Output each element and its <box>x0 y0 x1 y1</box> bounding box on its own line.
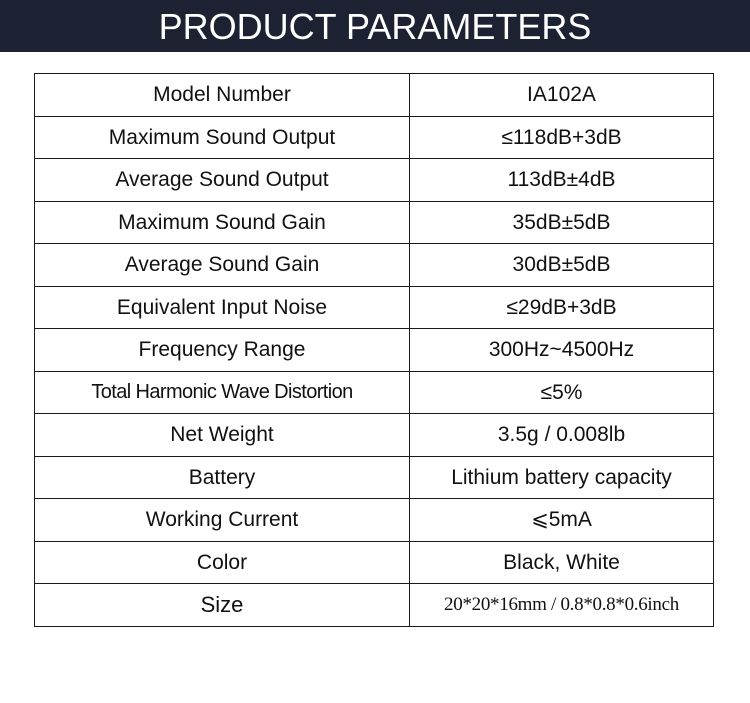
parameter-value: ≤29dB+3dB <box>410 286 714 329</box>
table-row <box>35 584 714 627</box>
parameter-label: Maximum Sound Gain <box>35 201 410 244</box>
parameter-value: ≤118dB+3dB <box>410 116 714 159</box>
table-row <box>35 201 714 244</box>
parameter-label: Battery <box>35 456 410 499</box>
parameter-label: Equivalent Input Noise <box>35 286 410 329</box>
parameter-label: Color <box>35 541 410 584</box>
parameter-label: Frequency Range <box>35 329 410 372</box>
table-row <box>35 286 714 329</box>
product-parameters-table <box>34 73 714 627</box>
parameter-value: Black, White <box>410 541 714 584</box>
table-row <box>35 541 714 584</box>
table-row <box>35 371 714 414</box>
table-row <box>35 159 714 202</box>
parameter-label: Maximum Sound Output <box>35 116 410 159</box>
parameter-value: 3.5g / 0.008lb <box>410 414 714 457</box>
parameter-label: Average Sound Output <box>35 159 410 202</box>
parameter-value: IA102A <box>410 74 714 117</box>
page-title: PRODUCT PARAMETERS <box>158 6 592 47</box>
parameter-value: 113dB±4dB <box>410 159 714 202</box>
parameter-value: Lithium battery capacity <box>410 456 714 499</box>
parameter-label: Working Current <box>35 499 410 542</box>
parameter-value: ⩽5mA <box>410 499 714 542</box>
parameter-label: Net Weight <box>35 414 410 457</box>
table-row <box>35 456 714 499</box>
parameter-value: 20*20*16mm / 0.8*0.8*0.6inch <box>410 584 714 627</box>
table-row <box>35 244 714 287</box>
table-row <box>35 499 714 542</box>
table-row <box>35 414 714 457</box>
parameter-value: 300Hz~4500Hz <box>410 329 714 372</box>
table-row <box>35 74 714 117</box>
header-banner <box>0 0 750 52</box>
parameter-value: 30dB±5dB <box>410 244 714 287</box>
parameter-value: 35dB±5dB <box>410 201 714 244</box>
parameter-value: ≤5% <box>410 371 714 414</box>
parameter-label: Total Harmonic Wave Distortion <box>35 371 410 414</box>
table-row <box>35 329 714 372</box>
parameter-label: Average Sound Gain <box>35 244 410 287</box>
parameter-label: Model Number <box>35 74 410 117</box>
parameter-label: Size <box>35 584 410 627</box>
table-row <box>35 116 714 159</box>
